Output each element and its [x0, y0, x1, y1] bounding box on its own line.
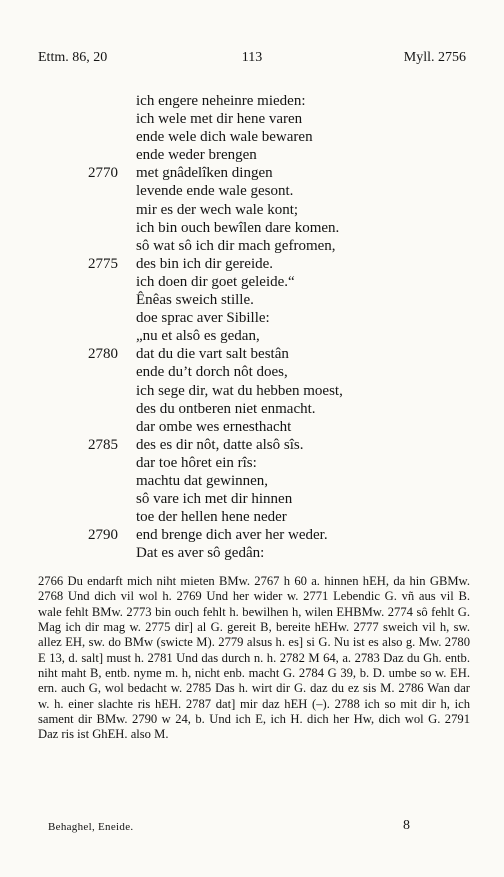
verse-text: Dat es aver sô gedân:	[136, 545, 265, 562]
verse-line	[0, 201, 504, 219]
verse-line	[0, 255, 504, 273]
verse-line	[0, 219, 504, 237]
verse-line	[0, 436, 504, 454]
verse-line	[0, 454, 504, 472]
verse-text: ende wele dich wale bewaren	[136, 129, 313, 146]
verse-text: ich wele met dir hene varen	[136, 111, 303, 128]
verse-text: Ênêas sweich stille.	[136, 292, 254, 309]
page-number: 113	[241, 50, 263, 65]
verse-text: dat du die vart salt bestân	[136, 346, 289, 363]
verse-line	[0, 363, 504, 381]
verse-line	[0, 490, 504, 508]
verse-text: met gnâdelîken dingen	[136, 165, 273, 182]
critical-apparatus	[38, 574, 470, 743]
verse-line	[0, 110, 504, 128]
verse-text: ich sege dir, wat du hebben moest,	[136, 382, 343, 399]
verse-text: ende weder brengen	[136, 147, 257, 164]
verse-line	[0, 345, 504, 363]
verse-text: levende ende wale gesont.	[136, 183, 294, 200]
verse-line	[0, 237, 504, 255]
header-reference-left: Ettm. 86, 20	[38, 50, 108, 65]
verse-text: des du ontberen niet enmacht.	[136, 400, 316, 417]
verse-block	[0, 92, 504, 562]
line-number: 2790	[88, 527, 118, 544]
verse-line	[0, 472, 504, 490]
verse-line	[0, 128, 504, 146]
verse-text: ende du’t dorch nôt does,	[136, 364, 288, 381]
verse-line	[0, 400, 504, 418]
running-header	[38, 50, 466, 68]
verse-line	[0, 508, 504, 526]
verse-line	[0, 327, 504, 345]
verse-text: „nu et alsô es gedan,	[136, 328, 260, 345]
verse-text: ich engere neheinre mieden:	[136, 93, 306, 109]
verse-text: ich bin ouch bewîlen dare komen.	[136, 219, 340, 236]
line-number: 2775	[88, 255, 118, 272]
header-reference-right: Myll. 2756	[403, 50, 466, 65]
verse-line	[0, 418, 504, 436]
verse-text: des es dir nôt, datte alsô sîs.	[136, 436, 304, 453]
line-number: 2780	[88, 346, 118, 363]
verse-text: des bin ich dir gereide.	[136, 255, 274, 272]
verse-text: end brenge dich aver her weder.	[136, 527, 328, 544]
page-footer	[48, 818, 410, 834]
verse-text: dar ombe wes ernesthacht	[136, 418, 292, 435]
verse-text: doe sprac aver Sibille:	[136, 310, 270, 327]
verse-line	[0, 182, 504, 200]
line-number: 2785	[88, 436, 118, 453]
verse-line	[0, 146, 504, 164]
signature-mark: 8	[403, 818, 410, 833]
verse-line	[0, 92, 504, 110]
line-number: 2770	[88, 165, 118, 182]
apparatus-text: 2766 Du endarft mich niht mieten BMw. 2767 h 60 a. hinnen hEH, da hin GBMw. 2768 Und dich vil wol h. 2769 Und her wider w. 2771 Lebendic G. vñ aus vil B. wale fehlt BMw. 2773 bin ouch fehlt h. bewilhen h, wilen EHBMw. 2774 sô fehlt G. Mag ich dir mag w. 2775 dir] al G. gereit B, bereite hEHw. 2777 sweich vil h, sw. allez EH, sw. do BMw (swicte M). 2779 alsus h. es] si G. Nu ist es also g. Mw. 2780 E 13, d. salt] must h. 2781 Und das durch n. h. 2782 M 64, a. 2783 Daz du Gh. entb. niht maht B, entb. nyme m. h, nicht enb. macht G. 2784 G 39, b. D. umbe so w. EH. ern. auch G, wol bedacht w. 2785 Das h. wirt dir G. daz du ez sis M. 2786 Wan dar w. h. einer slachte ris hEH. 2787 dat] mir daz hEH (–). 2788 ich so mit dir h, ich sament dir BMw. 2790 w 24, b. Und ich E, ich H. dich her Hw, dich wol G. 2791 Daz ris ist GhEH. also M.	[38, 574, 470, 742]
verse-line	[0, 382, 504, 400]
verse-line	[0, 309, 504, 327]
verse-text: sô vare ich met dir hinnen	[136, 491, 293, 508]
verse-text: dar toe hôret ein rîs:	[136, 454, 257, 471]
verse-text: ich doen dir goet geleide.“	[136, 273, 295, 290]
verse-line	[0, 273, 504, 291]
verse-text: mir es der wech wale kont;	[136, 201, 299, 218]
signature-line: Behaghel, Eneide.	[48, 821, 134, 833]
verse-text: toe der hellen hene neder	[136, 509, 287, 526]
verse-text: sô wat sô ich dir mach gefromen,	[136, 237, 336, 254]
verse-line	[0, 526, 504, 544]
verse-line	[0, 544, 504, 562]
verse-text: machtu dat gewinnen,	[136, 472, 269, 489]
verse-line	[0, 164, 504, 182]
verse-line	[0, 291, 504, 309]
